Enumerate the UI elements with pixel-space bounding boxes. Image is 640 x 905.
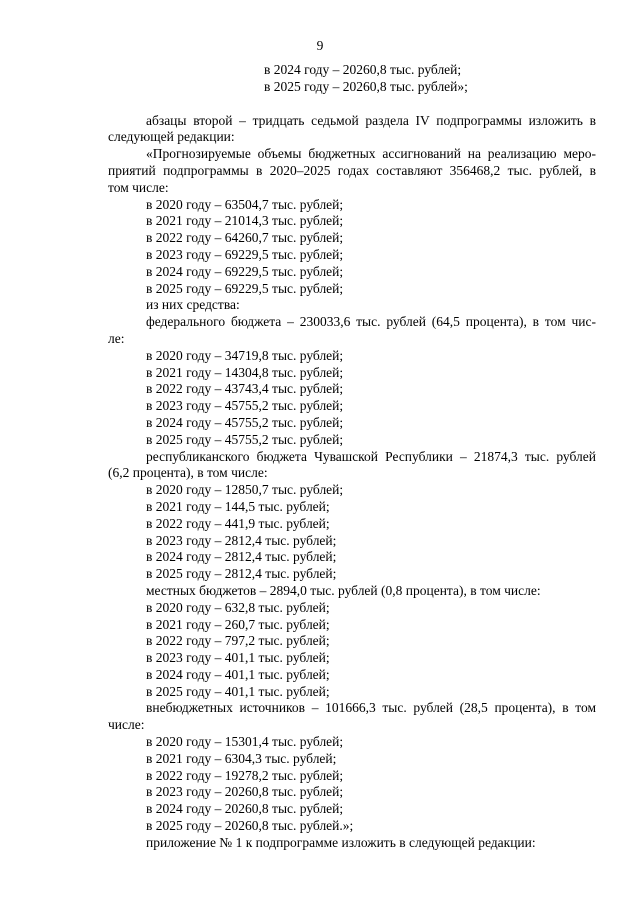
total-item-2024: в 2024 году – 69229,5 тыс. рублей; — [146, 263, 344, 279]
extrabudgetary-item-2024: в 2024 году – 20260,8 тыс. рублей; — [146, 801, 344, 817]
extrabudgetary-item-2021: в 2021 году – 6304,3 тыс. рублей; — [146, 750, 337, 766]
federal-item-2024: в 2024 году – 45755,2 тыс. рублей; — [146, 414, 344, 430]
republican-item-2025: в 2025 году – 2812,4 тыс. рублей; — [146, 566, 337, 582]
republican-item-2021: в 2021 году – 144,5 тыс. рублей; — [146, 498, 330, 514]
paragraph-gap — [108, 96, 596, 113]
federal-item-2025: в 2025 году – 45755,2 тыс. рублей; — [146, 431, 344, 447]
quote-intro-line-3: том числе: — [108, 179, 169, 195]
republican-item-2022: в 2022 году – 441,9 тыс. рублей; — [146, 515, 330, 531]
federal-item-2021: в 2021 году – 14304,8 тыс. рублей; — [146, 364, 344, 380]
federal-budget-line-1: федерального бюджета – 230033,6 тыс. рублей (64,5 процента), в том чис- — [146, 314, 596, 330]
local-budget-line-1: местных бюджетов – 2894,0 тыс. рублей (0,8 процента), в том числе: — [146, 582, 541, 598]
local-item-2024: в 2024 году – 401,1 тыс. рублей; — [146, 666, 330, 682]
quote-intro-line-1: «Прогнозируемые объемы бюджетных ассигнований на реализацию меро- — [146, 146, 596, 162]
paragraph-intro-line-1: абзацы второй – тридцать седьмой раздела IV подпрограммы изложить в — [146, 112, 596, 128]
local-item-2020: в 2020 году – 632,8 тыс. рублей; — [146, 599, 330, 615]
total-item-2023: в 2023 году – 69229,5 тыс. рублей; — [146, 246, 344, 262]
republican-budget-line-1: республиканского бюджета Чувашской Республики – 21874,3 тыс. рублей — [146, 448, 596, 464]
appendix-instruction: приложение № 1 к подпрограмме изложить в следующей редакции: — [146, 834, 536, 850]
extrabudgetary-line-1: внебюджетных источников – 101666,3 тыс. рублей (28,5 процента), в том — [146, 700, 596, 716]
total-item-2025: в 2025 году – 69229,5 тыс. рублей; — [146, 280, 344, 296]
total-item-2022: в 2022 году – 64260,7 тыс. рублей; — [146, 230, 344, 246]
local-item-2025: в 2025 году – 401,1 тыс. рублей; — [146, 683, 330, 699]
local-item-2021: в 2021 году – 260,7 тыс. рублей; — [146, 616, 330, 632]
republican-budget-line-2: (6,2 процента), в том числе: — [108, 465, 268, 481]
republican-item-2023: в 2023 году – 2812,4 тыс. рублей; — [146, 532, 337, 548]
extrabudgetary-item-2022: в 2022 году – 19278,2 тыс. рублей; — [146, 767, 344, 783]
extrabudgetary-item-2025: в 2025 году – 20260,8 тыс. рублей.»; — [146, 818, 354, 834]
republican-item-2020: в 2020 году – 12850,7 тыс. рублей; — [146, 482, 344, 498]
federal-item-2023: в 2023 году – 45755,2 тыс. рублей; — [146, 398, 344, 414]
republican-item-2024: в 2024 году – 2812,4 тыс. рублей; — [146, 549, 337, 565]
total-item-2020: в 2020 году – 63504,7 тыс. рублей; — [146, 196, 344, 212]
local-item-2022: в 2022 году – 797,2 тыс. рублей; — [146, 633, 330, 649]
extrabudgetary-item-2020: в 2020 году – 15301,4 тыс. рублей; — [146, 734, 344, 750]
total-item-2021: в 2021 году – 21014,3 тыс. рублей; — [146, 213, 344, 229]
federal-item-2020: в 2020 году – 34719,8 тыс. рублей; — [146, 347, 344, 363]
document-body — [108, 62, 596, 852]
page-number: 9 — [316, 38, 324, 53]
local-item-2023: в 2023 году – 401,1 тыс. рублей; — [146, 650, 330, 666]
funding-sources-label: из них средства: — [146, 297, 240, 313]
continuation-item-2025: в 2025 году – 20260,8 тыс. рублей»; — [264, 78, 468, 94]
extrabudgetary-item-2023: в 2023 году – 20260,8 тыс. рублей; — [146, 784, 344, 800]
federal-item-2022: в 2022 году – 43743,4 тыс. рублей; — [146, 381, 344, 397]
federal-budget-line-2: ле: — [108, 330, 125, 346]
quote-intro-line-2: приятий подпрограммы в 2020–2025 годах составляют 356468,2 тыс. рублей, в — [108, 162, 596, 178]
continuation-item-2024: в 2024 году – 20260,8 тыс. рублей; — [264, 62, 462, 77]
paragraph-intro-line-2: следующей редакции: — [108, 129, 235, 145]
extrabudgetary-line-2: числе: — [108, 717, 145, 733]
